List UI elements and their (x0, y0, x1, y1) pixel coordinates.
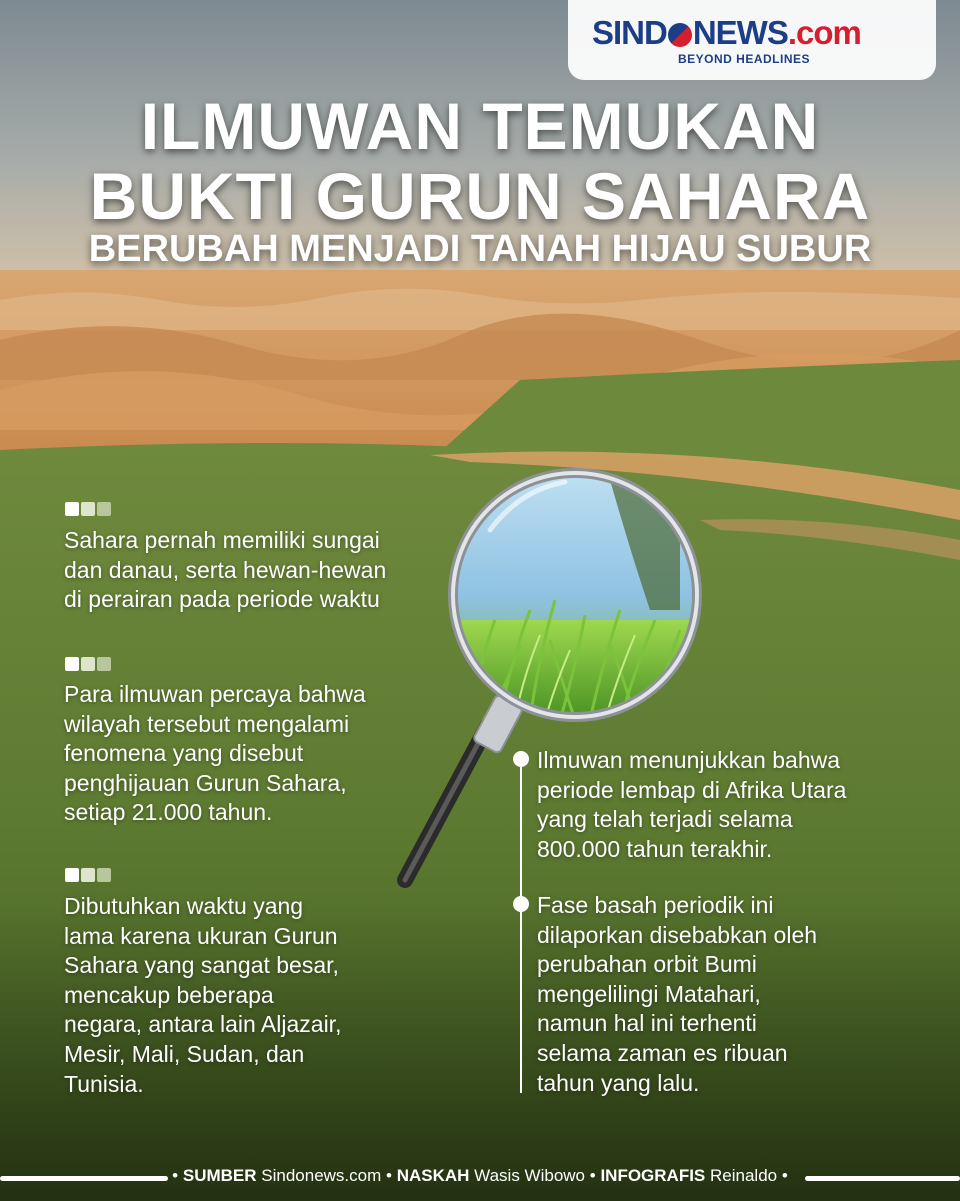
point-4-text: Ilmuwan menunjukkan bahwa periode lembap di Afrika Utara yang telah terjadi selama 800.000 tahun terakhir. (537, 747, 847, 862)
brand-o-icon (668, 23, 692, 47)
footer-credits: • SUMBER Sindonews.com • NASKAH Wasis Wibowo • INFOGRAFIS Reinaldo • (172, 1166, 788, 1185)
headline-subtitle: BERUBAH MENJADI TANAH HIJAU SUBUR (88, 228, 872, 270)
point-5-text: Fase basah periodik ini dilaporkan disebabkan oleh perubahan orbit Bumi mengelilingi Matahari, namun hal ini terhenti selama zaman es ribuan tahun yang lalu. (537, 892, 818, 1096)
brand-wordmark: SIND NEWS.com (592, 14, 861, 51)
headline-line-1: ILMUWAN TEMUKAN (140, 89, 820, 163)
timeline-line (520, 759, 522, 1093)
bullet-squares-icon (65, 868, 113, 887)
point-1-text: Sahara pernah memiliki sungai dan danau, serta hewan-hewan di perairan pada periode waktu (64, 527, 387, 613)
point-2-text: Para ilmuwan percaya bahwa wilayah tersebut mengalami fenomena yang disebut penghijauan Gurun Sahara, setiap 21.000 tahun. (64, 681, 366, 826)
bullet-squares-icon (65, 657, 113, 676)
brand-tagline: BEYOND HEADLINES (678, 52, 811, 66)
point-3-text: Dibutuhkan waktu yang lama karena ukuran Gurun Sahara yang sangat besar, mencakup beberapa negara, antara lain Aljazair, Mesir, Mali, Sudan, dan Tunisia. (64, 893, 342, 1097)
bullet-squares-icon (65, 502, 113, 521)
timeline-dot-icon (513, 751, 529, 767)
brand-logo (568, 0, 936, 80)
headline-line-2: BUKTI GURUN SAHARA (89, 159, 871, 233)
timeline-dot-icon (513, 896, 529, 912)
